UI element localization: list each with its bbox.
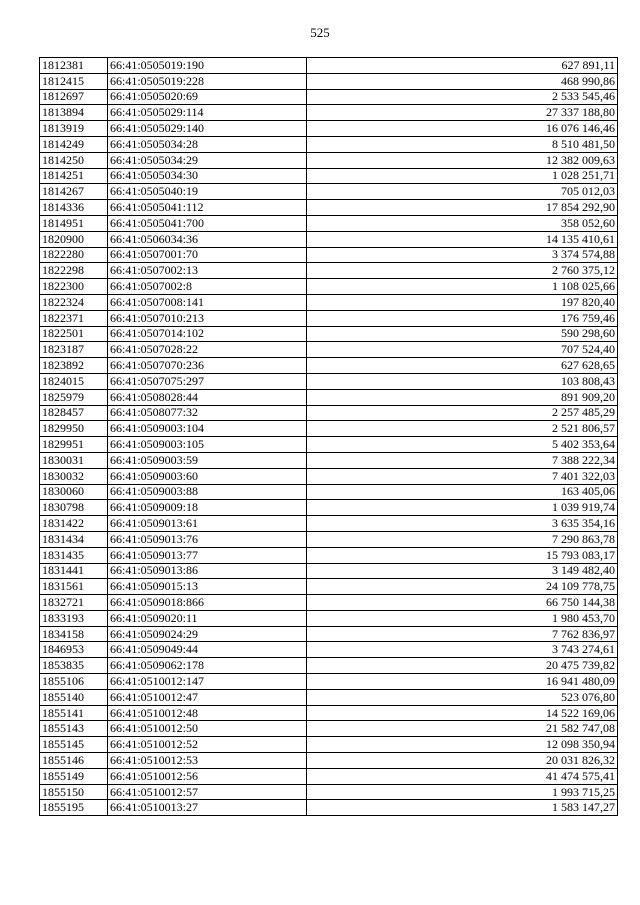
cadastral-number-cell: 66:41:0505034:30: [108, 168, 307, 184]
cadastral-number-cell: 66:41:0510012:48: [108, 705, 307, 721]
table-row: [40, 294, 618, 310]
table-row: [40, 73, 618, 89]
cadastral-number-cell: 66:41:0507075:297: [108, 373, 307, 389]
table-row: [40, 753, 618, 769]
record-id-cell: 1814267: [40, 184, 108, 200]
record-id-cell: 1830060: [40, 484, 108, 500]
table-row: [40, 547, 618, 563]
cadastral-number-cell: 66:41:0507002:8: [108, 279, 307, 295]
cadastral-number-cell: 66:41:0509024:29: [108, 626, 307, 642]
cadastral-number-cell: 66:41:0507008:141: [108, 294, 307, 310]
record-id-cell: 1822298: [40, 263, 108, 279]
record-id-cell: 1824015: [40, 373, 108, 389]
amount-cell: 1 039 919,74: [307, 500, 618, 516]
table-row: [40, 768, 618, 784]
table-row: [40, 784, 618, 800]
cadastral-number-cell: 66:41:0509003:59: [108, 452, 307, 468]
amount-cell: 2 521 806,57: [307, 421, 618, 437]
amount-cell: 2 760 375,12: [307, 263, 618, 279]
amount-cell: 1 028 251,71: [307, 168, 618, 184]
amount-cell: 17 854 292,90: [307, 200, 618, 216]
amount-cell: 1 980 453,70: [307, 610, 618, 626]
record-id-cell: 1832721: [40, 595, 108, 611]
record-id-cell: 1822324: [40, 294, 108, 310]
amount-cell: 891 909,20: [307, 389, 618, 405]
table-row: [40, 342, 618, 358]
amount-cell: 12 098 350,94: [307, 737, 618, 753]
cadastral-number-cell: 66:41:0510012:50: [108, 721, 307, 737]
table-row: [40, 737, 618, 753]
cadastral-number-cell: 66:41:0507070:236: [108, 358, 307, 374]
cadastral-number-cell: 66:41:0510012:52: [108, 737, 307, 753]
amount-cell: 3 149 482,40: [307, 563, 618, 579]
amount-cell: 197 820,40: [307, 294, 618, 310]
record-id-cell: 1831422: [40, 516, 108, 532]
amount-cell: 163 405,06: [307, 484, 618, 500]
cadastral-number-cell: 66:41:0508077:32: [108, 405, 307, 421]
record-id-cell: 1831561: [40, 579, 108, 595]
amount-cell: 705 012,03: [307, 184, 618, 200]
table-row: [40, 468, 618, 484]
amount-cell: 1 108 025,66: [307, 279, 618, 295]
record-id-cell: 1855106: [40, 674, 108, 690]
table-row: [40, 563, 618, 579]
amount-cell: 20 475 739,82: [307, 658, 618, 674]
cadastral-number-cell: 66:41:0505034:29: [108, 152, 307, 168]
table-row: [40, 658, 618, 674]
table-row: [40, 689, 618, 705]
record-id-cell: 1830798: [40, 500, 108, 516]
table-row: [40, 231, 618, 247]
cadastral-number-cell: 66:41:0505029:114: [108, 105, 307, 121]
amount-cell: 20 031 826,32: [307, 753, 618, 769]
page-number: 525: [310, 25, 330, 40]
table-row: [40, 452, 618, 468]
table-row: [40, 326, 618, 342]
amount-cell: 16 076 146,46: [307, 121, 618, 137]
table-row: [40, 642, 618, 658]
amount-cell: 3 374 574,88: [307, 247, 618, 263]
cadastral-number-cell: 66:41:0509013:86: [108, 563, 307, 579]
table-row: [40, 610, 618, 626]
cadastral-number-cell: 66:41:0505041:112: [108, 200, 307, 216]
table-row: [40, 310, 618, 326]
record-id-cell: 1812381: [40, 58, 108, 74]
cadastral-number-cell: 66:41:0509018:866: [108, 595, 307, 611]
record-id-cell: 1814249: [40, 136, 108, 152]
record-id-cell: 1823892: [40, 358, 108, 374]
table-row: [40, 152, 618, 168]
record-id-cell: 1822280: [40, 247, 108, 263]
cadastral-number-cell: 66:41:0505041:700: [108, 215, 307, 231]
record-id-cell: 1830031: [40, 452, 108, 468]
record-id-cell: 1814951: [40, 215, 108, 231]
table-row: [40, 405, 618, 421]
cadastral-number-cell: 66:41:0509013:76: [108, 531, 307, 547]
record-id-cell: 1830032: [40, 468, 108, 484]
cadastral-number-cell: 66:41:0509020:11: [108, 610, 307, 626]
record-id-cell: 1834158: [40, 626, 108, 642]
amount-cell: 3 743 274,61: [307, 642, 618, 658]
record-id-cell: 1833193: [40, 610, 108, 626]
table-row: [40, 121, 618, 137]
amount-cell: 2 257 485,29: [307, 405, 618, 421]
amount-cell: 2 533 545,46: [307, 89, 618, 105]
cadastral-number-cell: 66:41:0507002:13: [108, 263, 307, 279]
cadastral-number-cell: 66:41:0505019:190: [108, 58, 307, 74]
table-row: [40, 579, 618, 595]
record-id-cell: 1855143: [40, 721, 108, 737]
amount-cell: 15 793 083,17: [307, 547, 618, 563]
record-id-cell: 1855150: [40, 784, 108, 800]
amount-cell: 7 762 836,97: [307, 626, 618, 642]
table-row: [40, 516, 618, 532]
record-id-cell: 1853835: [40, 658, 108, 674]
amount-cell: 8 510 481,50: [307, 136, 618, 152]
record-id-cell: 1855140: [40, 689, 108, 705]
record-id-cell: 1855146: [40, 753, 108, 769]
cadastral-number-cell: 66:41:0505040:19: [108, 184, 307, 200]
record-id-cell: 1822501: [40, 326, 108, 342]
cadastral-number-cell: 66:41:0509015:13: [108, 579, 307, 595]
table-row: [40, 279, 618, 295]
cadastral-number-cell: 66:41:0508028:44: [108, 389, 307, 405]
record-id-cell: 1855145: [40, 737, 108, 753]
table-row: [40, 500, 618, 516]
amount-cell: 27 337 188,80: [307, 105, 618, 121]
table-row: [40, 674, 618, 690]
record-id-cell: 1812415: [40, 73, 108, 89]
table-row: [40, 105, 618, 121]
cadastral-number-cell: 66:41:0505019:228: [108, 73, 307, 89]
cadastral-number-cell: 66:41:0509003:104: [108, 421, 307, 437]
amount-cell: 41 474 575,41: [307, 768, 618, 784]
amount-cell: 14 135 410,61: [307, 231, 618, 247]
table-row: [40, 437, 618, 453]
amount-cell: 707 524,40: [307, 342, 618, 358]
amount-cell: 7 401 322,03: [307, 468, 618, 484]
table-row: [40, 626, 618, 642]
record-id-cell: 1828457: [40, 405, 108, 421]
record-id-cell: 1812697: [40, 89, 108, 105]
record-id-cell: 1855149: [40, 768, 108, 784]
cadastral-number-cell: 66:41:0510012:53: [108, 753, 307, 769]
cadastral-number-cell: 66:41:0509003:88: [108, 484, 307, 500]
cadastral-number-cell: 66:41:0505020:69: [108, 89, 307, 105]
cadastral-number-cell: 66:41:0505034:28: [108, 136, 307, 152]
amount-cell: 3 635 354,16: [307, 516, 618, 532]
amount-cell: 1 583 147,27: [307, 800, 618, 816]
record-id-cell: 1855195: [40, 800, 108, 816]
table-row: [40, 200, 618, 216]
amount-cell: 590 298,60: [307, 326, 618, 342]
cadastral-number-cell: 66:41:0510012:147: [108, 674, 307, 690]
cadastral-number-cell: 66:41:0507028:22: [108, 342, 307, 358]
cadastral-number-cell: 66:41:0509062:178: [108, 658, 307, 674]
amount-cell: 358 052,60: [307, 215, 618, 231]
table-row: [40, 136, 618, 152]
amount-cell: 627 891,11: [307, 58, 618, 74]
cadastral-number-cell: 66:41:0509049:44: [108, 642, 307, 658]
cadastral-number-cell: 66:41:0509003:60: [108, 468, 307, 484]
record-id-cell: 1813894: [40, 105, 108, 121]
record-id-cell: 1855141: [40, 705, 108, 721]
record-id-cell: 1831441: [40, 563, 108, 579]
record-id-cell: 1823187: [40, 342, 108, 358]
cadastral-number-cell: 66:41:0510013:27: [108, 800, 307, 816]
cadastral-number-cell: 66:41:0510012:57: [108, 784, 307, 800]
cadastral-number-cell: 66:41:0510012:56: [108, 768, 307, 784]
table-row: [40, 184, 618, 200]
amount-cell: 16 941 480,09: [307, 674, 618, 690]
amount-cell: 627 628,65: [307, 358, 618, 374]
amount-cell: 1 993 715,25: [307, 784, 618, 800]
table-row: [40, 89, 618, 105]
registry-table-body: [40, 58, 618, 816]
record-id-cell: 1831435: [40, 547, 108, 563]
record-id-cell: 1820900: [40, 231, 108, 247]
table-row: [40, 531, 618, 547]
amount-cell: 12 382 009,63: [307, 152, 618, 168]
cadastral-number-cell: 66:41:0506034:36: [108, 231, 307, 247]
amount-cell: 103 808,43: [307, 373, 618, 389]
amount-cell: 21 582 747,08: [307, 721, 618, 737]
cadastral-number-cell: 66:41:0505029:140: [108, 121, 307, 137]
record-id-cell: 1822300: [40, 279, 108, 295]
record-id-cell: 1814250: [40, 152, 108, 168]
record-id-cell: 1829950: [40, 421, 108, 437]
table-row: [40, 595, 618, 611]
record-id-cell: 1831434: [40, 531, 108, 547]
table-row: [40, 705, 618, 721]
amount-cell: 7 388 222,34: [307, 452, 618, 468]
table-row: [40, 721, 618, 737]
amount-cell: 523 076,80: [307, 689, 618, 705]
amount-cell: 468 990,86: [307, 73, 618, 89]
table-row: [40, 389, 618, 405]
table-row: [40, 421, 618, 437]
amount-cell: 176 759,46: [307, 310, 618, 326]
record-id-cell: 1846953: [40, 642, 108, 658]
cadastral-number-cell: 66:41:0510012:47: [108, 689, 307, 705]
cadastral-number-cell: 66:41:0507010:213: [108, 310, 307, 326]
amount-cell: 5 402 353,64: [307, 437, 618, 453]
table-row: [40, 215, 618, 231]
amount-cell: 66 750 144,38: [307, 595, 618, 611]
record-id-cell: 1825979: [40, 389, 108, 405]
cadastral-number-cell: 66:41:0509009:18: [108, 500, 307, 516]
table-row: [40, 58, 618, 74]
record-id-cell: 1813919: [40, 121, 108, 137]
record-id-cell: 1814251: [40, 168, 108, 184]
cadastral-number-cell: 66:41:0509013:61: [108, 516, 307, 532]
record-id-cell: 1822371: [40, 310, 108, 326]
table-row: [40, 484, 618, 500]
table-row: [40, 168, 618, 184]
cadastral-number-cell: 66:41:0507014:102: [108, 326, 307, 342]
table-row: [40, 358, 618, 374]
amount-cell: 14 522 169,06: [307, 705, 618, 721]
registry-table: [39, 57, 618, 816]
record-id-cell: 1829951: [40, 437, 108, 453]
cadastral-number-cell: 66:41:0507001:70: [108, 247, 307, 263]
table-row: [40, 373, 618, 389]
record-id-cell: 1814336: [40, 200, 108, 216]
table-row: [40, 247, 618, 263]
table-row: [40, 263, 618, 279]
cadastral-number-cell: 66:41:0509003:105: [108, 437, 307, 453]
amount-cell: 7 290 863,78: [307, 531, 618, 547]
amount-cell: 24 109 778,75: [307, 579, 618, 595]
table-row: [40, 800, 618, 816]
cadastral-number-cell: 66:41:0509013:77: [108, 547, 307, 563]
